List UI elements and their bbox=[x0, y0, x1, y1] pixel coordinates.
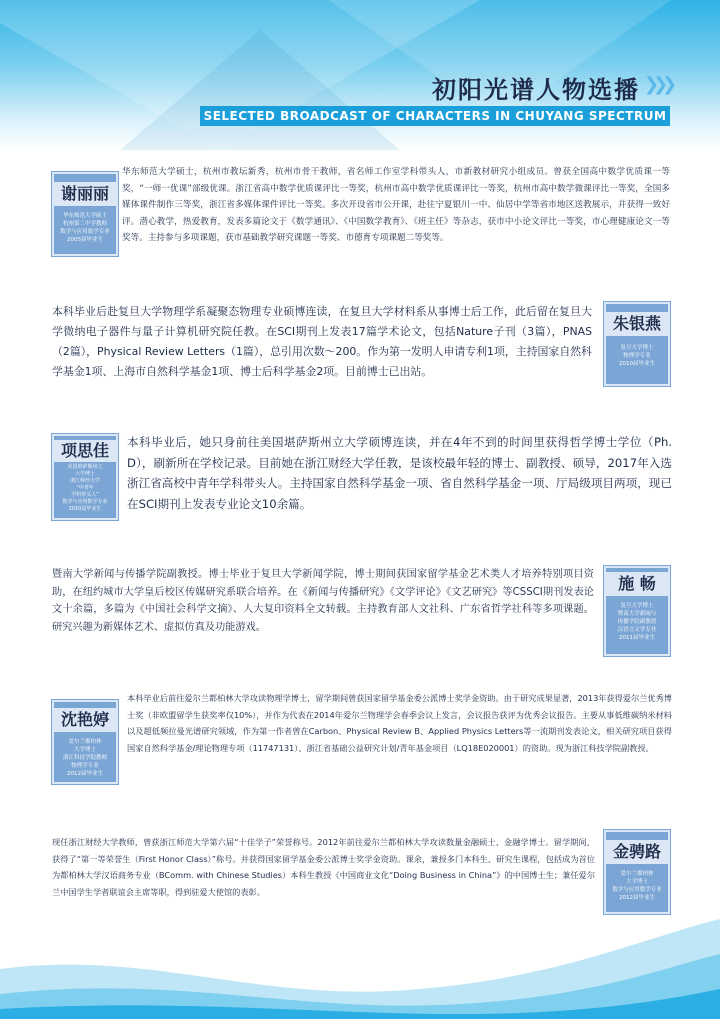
profile-card-xiang bbox=[52, 434, 118, 520]
profile-bio: 本科毕业后，她只身前往美国堪萨斯州立大学硕博连读，并在4年不到的时间里获得哲学博士学位（Ph. D），刷新所在学校记录。目前她在浙江财经大学任教，是该校最年轻的博士、副教授、硕导，2017年入选浙江省高校中青年学科带头人。主持国家自然科学基金一项、省自然科学基金一项、厅局级项目两项，现已在SCI期刊上发表专业论文10余篇。 bbox=[127, 435, 672, 511]
page-subtitle: SELECTED BROADCAST OF CHARACTERS IN CHUYANG SPECTRUM bbox=[203, 109, 667, 123]
profile-name: 沈艳婷 bbox=[54, 708, 116, 732]
footer-wave bbox=[0, 909, 720, 1019]
profile-card-zhu bbox=[604, 302, 670, 386]
profile-name: 谢丽丽 bbox=[54, 182, 116, 206]
profile-card-shen bbox=[52, 700, 118, 784]
profile-info: 爱尔兰都柏林 大学博士 数学与应用数学专业 2012届毕业生 bbox=[612, 871, 662, 901]
profile-name: 施 畅 bbox=[606, 572, 668, 596]
profile-name: 项思佳 bbox=[54, 440, 116, 462]
profile-info: 美国堪萨斯州立 大学博士 浙江财经大学 “中青年 学科带头人” 数学与应用数学专业 2010届毕业生 bbox=[62, 464, 108, 512]
page-title: 初阳光谱人物选播 bbox=[432, 75, 640, 104]
profile-card-jin bbox=[604, 830, 670, 914]
profile-info: 复旦大学博士 物理学专业 2010届毕业生 bbox=[619, 345, 655, 367]
profile-name: 金骋路 bbox=[606, 840, 668, 864]
profile-bio: 现任浙江财经大学教师，曾获浙江师范大学第六届“十佳学子”荣誉称号。2012年前往爱尔兰都柏林大学攻读数量金融硕士、金融学博士。留学期间，获得了“第一等荣誉生（First Honor Class）”称号。并获得国家留学基金委公派博士奖学金资助。课余，兼授多门本科生、研究生课程，包括成为首位为都柏林大学汉语商务专业（BComm. with Chinese Studies）本科生教授《中国商业文化“Doing Business in China”》的中国博士生；兼任爱尔兰中国学生学者联谊会主席等职，得到驻爱大使馆的表彰。 bbox=[52, 837, 596, 897]
profile-card-xie bbox=[52, 172, 118, 256]
profile-info: 爱尔兰都柏林 大学博士 浙江科技学院教师 物理学专业 2012届毕业生 bbox=[62, 739, 107, 777]
chevron-decoration-icon: ❯❯❯ bbox=[644, 74, 672, 95]
profile-bio: 本科毕业后前往爱尔兰都柏林大学攻读物理学博士，留学期间曾获国家留学基金委公派博士奖学金资助。由于研究成果显著，2013年获得爱尔兰优秀博士奖（非欧盟留学生获奖率仅10%），并作为代表在2014年爱尔兰物理学会春季会议上发言，会议报告获评为优秀会议报告。主要从事低维碳纳米材料以及超低频拉曼光谱研究领域，作为第一作者曾在Carbon、Physical Review B、Applied Physics Letters等一流期刊发表论文，相关研究项目获得国家自然科学基金/理论物理专项（11747131）、浙江省基础公益研究计划/青年基金项目（LQ18E020001）的资助。现为浙江科技学院副教授。 bbox=[127, 693, 672, 753]
profile-bio: 暨南大学新闻与传播学院副教授。博士毕业于复旦大学新闻学院，博士期间获国家留学基金艺术类人才培养特别项目资助，在纽约城市大学皇后校区传媒研究系联合培养。在《新闻与传播研究》《文学评论》《文艺研究》等CSSCI期刊发表论文十余篇，多篇为《中国社会科学文摘》、人大复印资料全文转载。主持教育部人文社科、广东省哲学社科等多项课题。研究兴趣为新媒体艺术、虚拟仿真及功能游戏。 bbox=[52, 569, 594, 633]
profile-info: 华东师范大学硕士 杭州第二中学教师 数学与应用数学专业 2005届毕业生 bbox=[60, 213, 110, 243]
profile-bio: 华东师范大学硕士，杭州市教坛新秀，杭州市骨干教师，省名师工作室学科带头人，市新教材研究小组成员。曾获全国高中数学优质课一等奖，“一师一优课”部级优课。浙江省高中数学优质课评比一等奖，杭州市高中数学优质课评比一等奖，杭州市高中数学微课评比一等奖，全国多媒体课件制作三等奖，浙江省多媒体课件评比一等奖。多次开设省市公开课，赴往宁夏银川一中、仙居中学等省市地区送教展示，并获得一致好评。潜心教学，热爱教育，发表多篇论文于《数学通讯》、《中国数学教育》、《班主任》等杂志，获市中小论文评比一等奖，市心理健康论文一等奖等。主持参与多项课题，获市基础教学研究课题一等奖、市德育专项课题二等奖等。 bbox=[122, 167, 670, 243]
profile-card-shi bbox=[604, 566, 670, 656]
decorative-triangle bbox=[120, 30, 400, 150]
profile-bio: 本科毕业后赴复旦大学物理学系凝聚态物理专业硕博连读，在复旦大学材料系从事博士后工作，此后留在复旦大学微纳电子器件与量子计算机研究院任教。在SCI期刊上发表17篇学术论文，包括Nature子刊（3篇），PNAS（2篇），Physical Review Letters（1篇），总引用次数～200。作为第一发明人申请专利1项，主持国家自然科学基金1项、上海市自然科学基金1项、博士后科学基金2项。目前博士已出站。 bbox=[52, 305, 592, 378]
profile-name: 朱银燕 bbox=[606, 312, 668, 336]
profile-info: 复旦大学博士 暨南大学新闻与 传播学院副教授 汉语言文学专业 2011届毕业生 bbox=[617, 603, 657, 641]
